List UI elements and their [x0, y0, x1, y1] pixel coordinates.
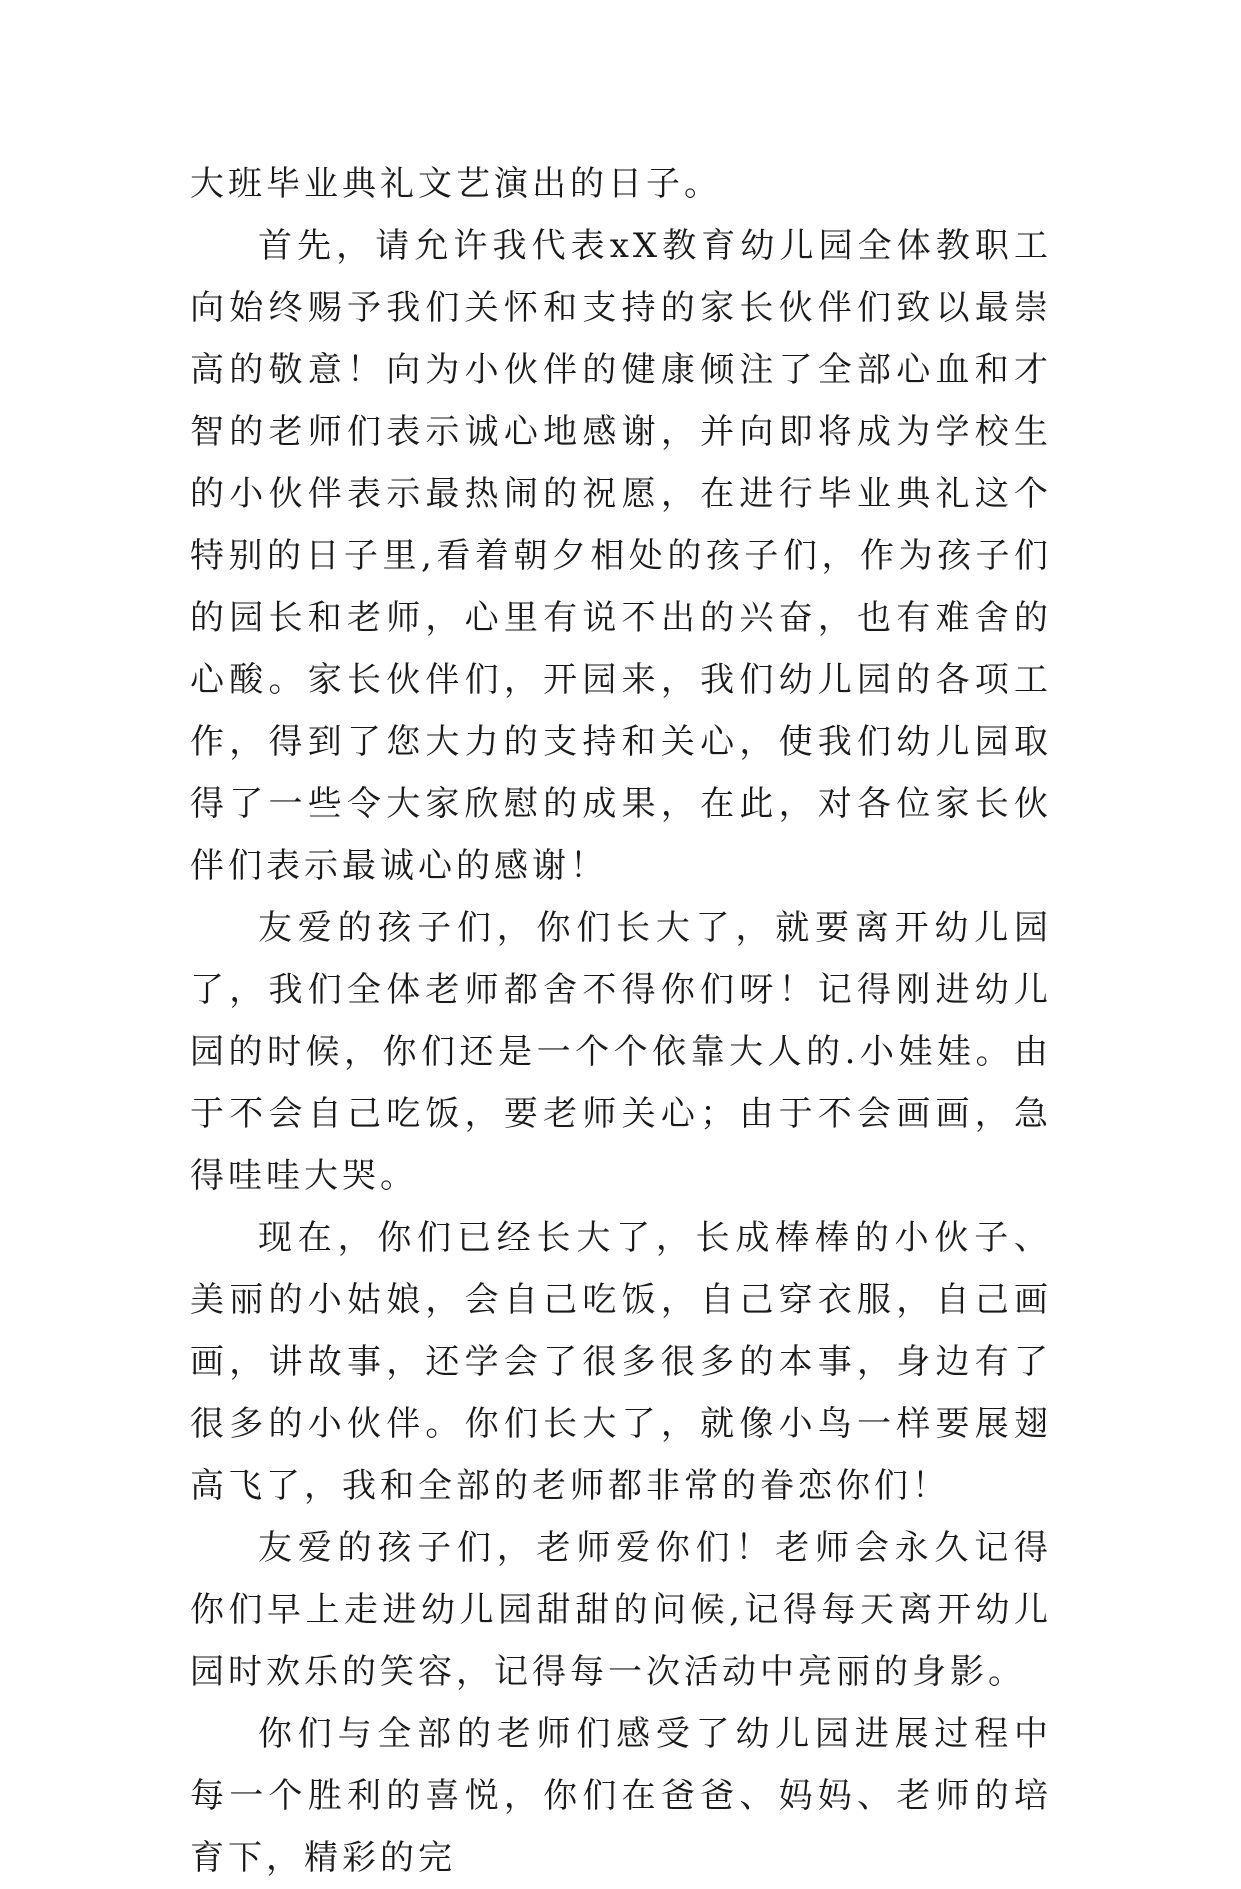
document-body — [190, 153, 1052, 1889]
paragraph-teachers-love: 友爱的孩子们，老师爱你们！老师会永久记得你们早上走进幼儿园甜甜的问候,记得每天离开幼儿园时欢乐的笑容，记得每一次活动中亮丽的身影。 — [190, 1528, 1052, 1692]
paragraph-children-growing: 友爱的孩子们，你们长大了，就要离开幼儿园了，我们全体老师都舍不得你们呀！记得刚进幼儿园的时候，你们还是一个个依靠大人的.小娃娃。由于不会自己吃饭，要老师关心；由于不会画画，急得哇哇大哭。 — [190, 908, 1052, 1196]
paragraph-continuation: 大班毕业典礼文艺演出的日子。 — [190, 164, 722, 204]
paragraph-now-grown: 现在，你们已经长大了，长成棒棒的小伙子、美丽的小姑娘，会自己吃饭，自己穿衣服，自己画画，讲故事，还学会了很多很多的本事，身边有了很多的小伙伴。你们长大了，就像小鸟一样要展翅高飞了，我和全部的老师都非常的眷恋你们！ — [190, 1218, 1052, 1506]
paragraph-greeting: 首先，请允许我代表xX教育幼儿园全体教职工向始终赐予我们关怀和支持的家长伙伴们致以最崇高的敬意！向为小伙伴的健康倾注了全部心血和才智的老师们表示诚心地感谢，并向即将成为学校生的小伙伴表示最热闹的祝愿，在进行毕业典礼这个特别的日子里,看着朝夕相处的孩子们，作为孩子们的园长和老师，心里有说不出的兴奋，也有难舍的心酸。家长伙伴们，开园来，我们幼儿园的各项工作，得到了您大力的支持和关心，使我们幼儿园取得了一些令大家欣慰的成果，在此，对各位家长伙伴们表示最诚心的感谢！ — [190, 226, 1052, 886]
paragraph-shared-joy: 你们与全部的老师们感受了幼儿园进展过程中每一个胜利的喜悦，你们在爸爸、妈妈、老师的培育下，精彩的完 — [190, 1714, 1052, 1878]
